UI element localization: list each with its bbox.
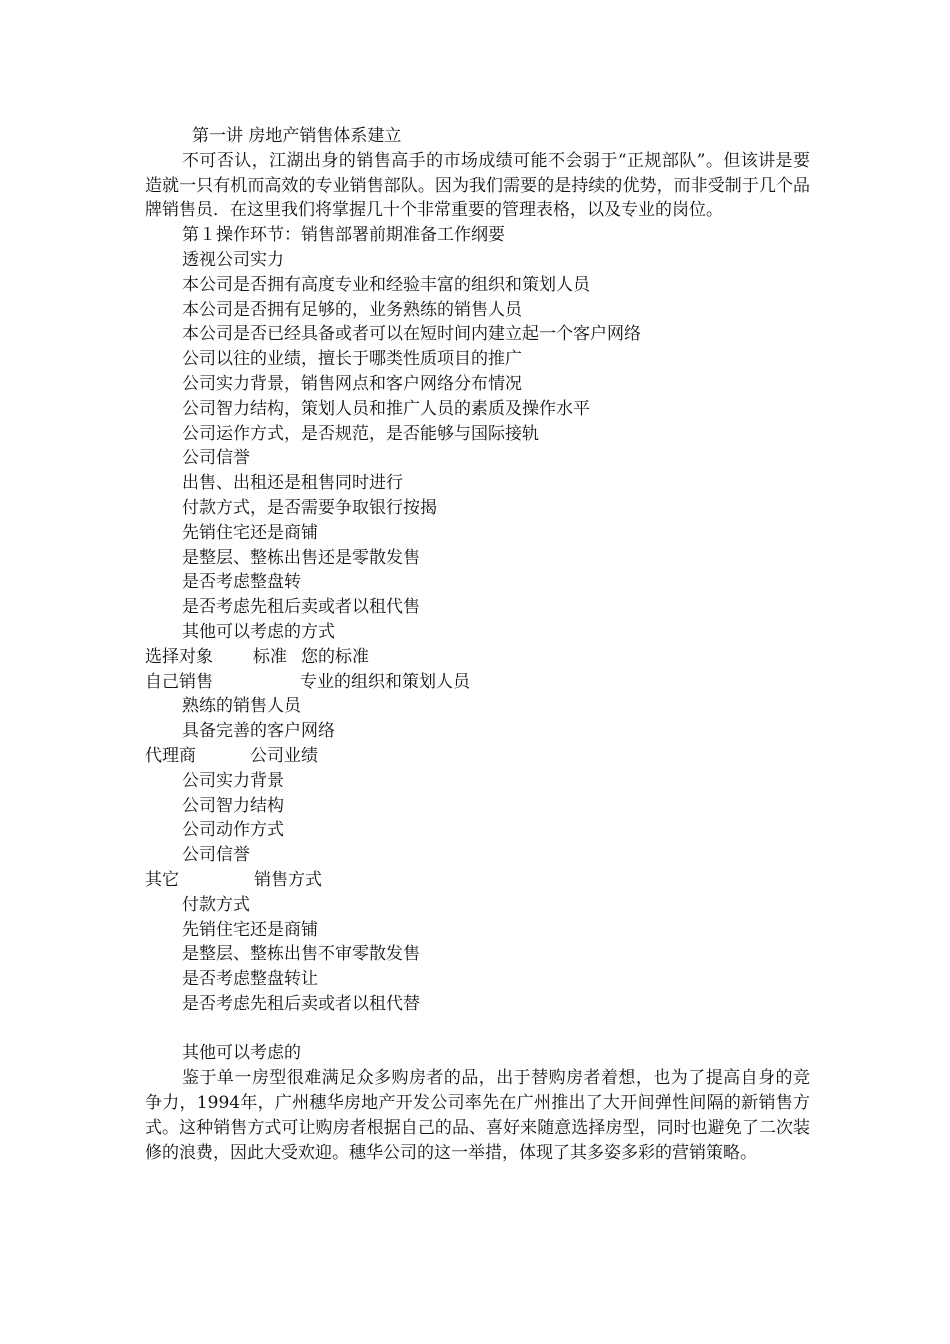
intro-paragraph: 不可否认，江湖出身的销售高手的市场成绩可能不会弱于“正规部队”。但该讲是要造就一只有机而高效的专业销售部队。因为我们需要的是持续的优势，而非受制于几个品牌销售员．在这里我们将掌握几十个非常重要的管理表格，以及专业的岗位。 [145, 150, 810, 221]
table-header-cell: 标准 [253, 646, 287, 667]
list-item: 其他可以考虑的方式 [182, 621, 335, 642]
list-item: 本公司是否已经具备或者可以在短时间内建立起一个客户网络 [182, 324, 641, 345]
table-cell: 先销住宅还是商铺 [182, 919, 318, 940]
other-consider-line: 其他可以考虑的 [182, 1043, 301, 1064]
section-label: 透视公司实力 [182, 249, 284, 270]
list-item: 是否考虑整盘转 [182, 572, 301, 593]
table-row [145, 868, 810, 893]
table-cell: 公司实力背景 [182, 770, 284, 791]
table-row-label: 自己销售 [145, 671, 213, 692]
table-row [145, 670, 810, 695]
table-header-row [145, 645, 810, 670]
table-row-label: 其它 [145, 869, 179, 890]
list-item: 公司实力背景，销售网点和客户网络分布情况 [182, 373, 522, 394]
document-page [145, 124, 810, 1165]
table-header-cell: 选择对象 [145, 646, 213, 667]
table-cell: 具备完善的客户网络 [182, 721, 335, 742]
closing-paragraph: 鉴于单一房型很难满足众多购房者的品，出于替购房者着想，也为了提高自身的竞争力，1994年，广州穗华房地产开发公司率先在广州推出了大开间弹性间隔的新销售方式。这种销售方式可让购房者根据自己的品、喜好来随意选择房型，同时也避免了二次装修的浪费，因此大受欢迎。穗华公司的这一举措，体现了其多姿多彩的营销策略。 [145, 1068, 810, 1163]
table-cell: 公司动作方式 [182, 820, 284, 841]
list-item: 公司以往的业绩，擅长于哪类性质项目的推广 [182, 349, 522, 370]
table-cell: 熟练的销售人员 [182, 696, 301, 717]
table-cell: 公司智力结构 [182, 795, 284, 816]
list-item: 本公司是否拥有高度专业和经验丰富的组织和策划人员 [182, 274, 590, 295]
table-row [145, 744, 810, 769]
list-item: 出售、出租还是租售同时进行 [182, 473, 403, 494]
table-cell: 专业的组织和策划人员 [300, 671, 470, 692]
list-item: 本公司是否拥有足够的，业务熟练的销售人员 [182, 299, 522, 320]
table-cell: 是否考虑先租后卖或者以租代替 [182, 993, 420, 1014]
doc-title: 第一讲 房地产销售体系建立 [192, 126, 402, 146]
table-row-label: 代理商 [145, 745, 196, 766]
list-item: 是否考虑先租后卖或者以租代售 [182, 597, 420, 618]
blank-line [145, 1017, 810, 1042]
list-item: 先销住宅还是商铺 [182, 522, 318, 543]
list-item: 是整层、整栋出售还是零散发售 [182, 547, 420, 568]
table-header-cell: 您的标准 [301, 646, 369, 667]
list-item: 公司运作方式，是否规范，是否能够与国际接轨 [182, 423, 539, 444]
list-item: 公司智力结构，策划人员和推广人员的素质及操作水平 [182, 398, 590, 419]
table-cell: 公司业绩 [250, 745, 318, 766]
step1-heading: 第１操作环节：销售部署前期准备工作纲要 [182, 225, 505, 246]
list-item: 付款方式，是否需要争取银行按揭 [182, 497, 437, 518]
company-items-list [145, 273, 810, 645]
table-cell: 付款方式 [182, 894, 250, 915]
table-cell: 销售方式 [254, 869, 322, 890]
selection-table [145, 645, 810, 1017]
list-item: 公司信誉 [182, 448, 250, 469]
table-cell: 公司信誉 [182, 845, 250, 866]
table-cell: 是否考虑整盘转让 [182, 969, 318, 990]
table-cell: 是整层、整栋出售不审零散发售 [182, 944, 420, 965]
